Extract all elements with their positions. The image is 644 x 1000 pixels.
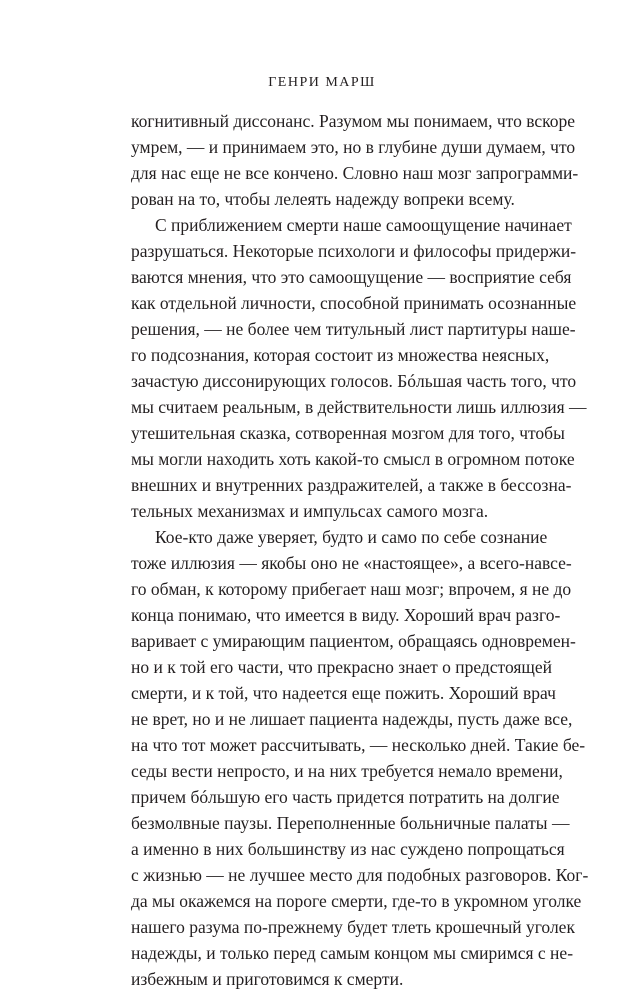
text-line: когнитивный диссонанс. Разумом мы понимаем, что вскоре [131,111,576,131]
text-line: варивает с умирающим пациентом, обращаясь одновремен- [131,631,576,651]
text-line: с жизнью — не лучшее место для подобных разговоров. Ког- [131,865,589,885]
text-line: да мы окажемся на пороге смерти, где-то в укромном уголке [131,891,582,911]
text-line: разрушаться. Некоторые психологи и философы придержи- [131,241,577,261]
text-line: седы вести непросто, и на них требуется немало времени, [131,761,563,781]
text-line: зачастую диссонирующих голосов. Бóльшая часть того, что [131,371,577,391]
text-line: не врет, но и не лишает пациента надежды, пусть даже все, [131,709,573,729]
text-line: конца понимаю, что имеется в виду. Хороший врач разго- [131,605,561,625]
text-line: го подсознания, которая состоит из множества неясных, [131,345,550,365]
text-line: решения, — не более чем титульный лист партитуры наше- [131,319,576,339]
text-line: нашего разума по-прежнему будет тлеть крошечный уголек [131,917,575,937]
text-line: а именно в них большинству из нас суждено попрощаться [131,839,565,859]
text-line: рован на то, чтобы лелеять надежду вопреки всему. [131,189,515,209]
text-line: безмолвные паузы. Переполненные больничные палаты — [131,813,570,833]
text-line: смерти, и к той, что надеется еще пожить. Хороший врач [131,683,556,703]
text-line: тельных механизмах и импульсах самого мозга. [131,501,489,521]
body-text [131,108,589,992]
text-line: причем бóльшую его часть придется потратить на долгие [131,787,560,807]
text-line: надежды, и только перед самым концом мы смиримся с не- [131,943,574,963]
text-line: ваются мнения, что это самоощущение — восприятие себя [131,267,572,287]
text-line: утешительная сказка, сотворенная мозгом для того, чтобы [131,423,565,443]
running-head: ГЕНРИ МАРШ [268,75,376,90]
text-line: но и к той его части, что прекрасно знает о предстоящей [131,657,553,677]
text-line: как отдельной личности, способной принимать осознанные [131,293,577,313]
text-line: для нас еще не все кончено. Словно наш мозг запрограмми- [131,163,579,183]
text-line: Кое-кто даже уверяет, будто и само по себе сознание [155,527,548,547]
text-line: тоже иллюзия — якобы оно не «настоящее», а всего-навсе- [131,553,572,573]
text-line: мы могли находить хоть какой-то смысл в огромном потоке [131,449,575,469]
text-line: С приближением смерти наше самоощущение начинает [155,215,572,235]
text-line: умрем, — и принимаем это, но в глубине души думаем, что [131,137,576,157]
text-line: на что тот может рассчитывать, — несколько дней. Такие бе- [131,735,586,755]
text-line: избежным и приготовимся к смерти. [131,969,404,989]
text-line: го обман, к которому прибегает наш мозг; впрочем, я не до [131,579,572,599]
text-line: мы считаем реальным, в действительности лишь иллюзия — [131,397,587,417]
text-line: внешних и внутренних раздражителей, а также в бессозна- [131,475,572,495]
